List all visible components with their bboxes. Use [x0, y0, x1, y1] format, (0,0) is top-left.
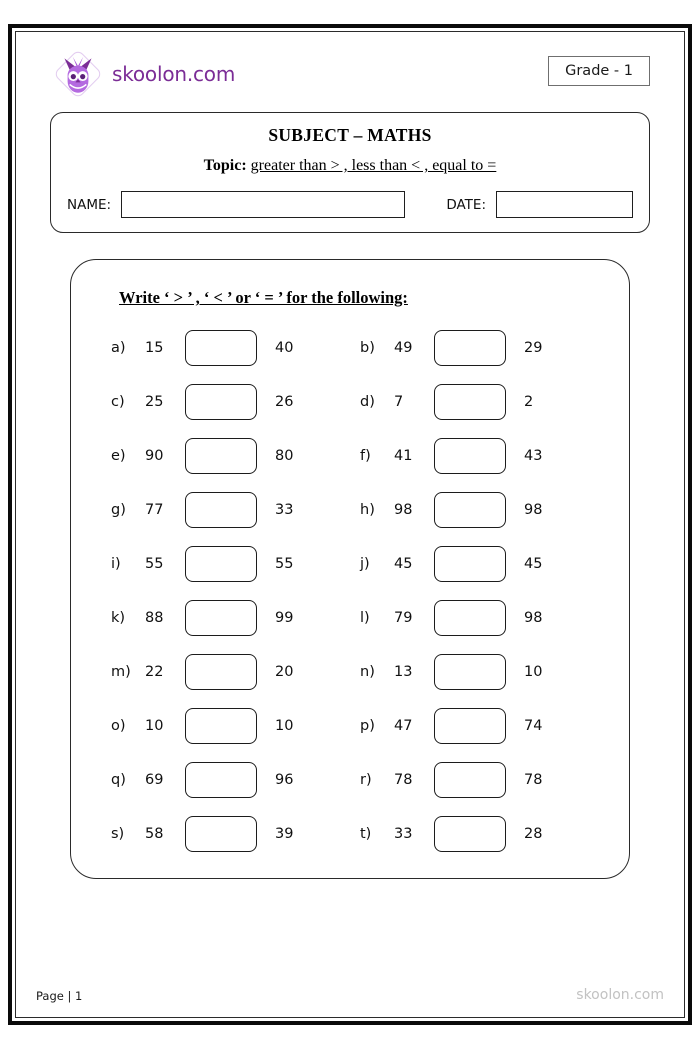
answer-box[interactable] — [185, 762, 257, 798]
topic-line — [65, 157, 635, 175]
answer-box[interactable] — [185, 330, 257, 366]
page-footer — [36, 987, 664, 1003]
name-label: NAME: — [67, 196, 112, 213]
question-item — [111, 546, 360, 582]
question-left-number: 69 — [145, 772, 164, 788]
question-label: e) — [111, 448, 126, 464]
answer-box[interactable] — [434, 600, 506, 636]
grade-badge: Grade - 1 — [548, 56, 650, 86]
question-label: a) — [111, 340, 126, 356]
answer-box[interactable] — [185, 384, 257, 420]
brand-header — [36, 46, 664, 108]
question-left-number: 78 — [394, 772, 413, 788]
footer-brand: skoolon.com — [576, 987, 664, 1003]
question-left-number: 47 — [394, 718, 413, 734]
question-right-number: 39 — [275, 826, 294, 842]
question-item — [360, 816, 609, 852]
instruction-text: Write ‘ > ’ , ‘ < ’ or ‘ = ’ for the following: — [119, 288, 408, 307]
date-label: DATE: — [446, 196, 486, 213]
question-left-number: 98 — [394, 502, 413, 518]
question-right-number: 10 — [524, 664, 543, 680]
question-label: o) — [111, 718, 126, 734]
answer-box[interactable] — [185, 708, 257, 744]
question-item — [111, 654, 360, 690]
question-item — [111, 384, 360, 420]
question-right-number: 55 — [275, 556, 294, 572]
question-right-number: 26 — [275, 394, 294, 410]
question-right-number: 20 — [275, 664, 294, 680]
question-label: l) — [360, 610, 370, 626]
answer-box[interactable] — [185, 654, 257, 690]
answer-box[interactable] — [434, 816, 506, 852]
question-item — [360, 330, 609, 366]
question-left-number: 33 — [394, 826, 413, 842]
question-label: p) — [360, 718, 375, 734]
question-item — [360, 762, 609, 798]
question-right-number: 29 — [524, 340, 543, 356]
question-right-number: 33 — [275, 502, 294, 518]
answer-box[interactable] — [434, 438, 506, 474]
answer-box[interactable] — [185, 600, 257, 636]
question-label: s) — [111, 826, 125, 842]
question-left-number: 79 — [394, 610, 413, 626]
answer-box[interactable] — [185, 546, 257, 582]
questions-grid — [91, 330, 609, 852]
question-right-number: 96 — [275, 772, 294, 788]
question-left-number: 55 — [145, 556, 164, 572]
question-label: m) — [111, 664, 131, 680]
answer-box[interactable] — [434, 492, 506, 528]
question-label: g) — [111, 502, 126, 518]
question-item — [111, 492, 360, 528]
question-right-number: 28 — [524, 826, 543, 842]
name-date-row — [65, 191, 635, 218]
question-label: q) — [111, 772, 126, 788]
topic-label: Topic: — [203, 157, 247, 174]
question-left-number: 88 — [145, 610, 164, 626]
page-number: Page | 1 — [36, 989, 83, 1003]
question-item — [111, 600, 360, 636]
answer-box[interactable] — [434, 384, 506, 420]
subject-info-card — [50, 112, 650, 233]
name-input[interactable] — [121, 191, 405, 218]
owl-logo-icon — [52, 48, 104, 100]
answer-box[interactable] — [434, 762, 506, 798]
question-label: r) — [360, 772, 372, 788]
question-left-number: 58 — [145, 826, 164, 842]
answer-box[interactable] — [434, 330, 506, 366]
question-item — [111, 438, 360, 474]
brand-lockup — [52, 48, 235, 100]
page-border — [8, 24, 692, 1025]
subject-title: SUBJECT – MATHS — [268, 125, 432, 145]
brand-name: skoolon.com — [112, 62, 236, 86]
question-left-number: 77 — [145, 502, 164, 518]
answer-box[interactable] — [434, 708, 506, 744]
question-left-number: 25 — [145, 394, 164, 410]
question-label: b) — [360, 340, 375, 356]
question-label: d) — [360, 394, 375, 410]
question-right-number: 98 — [524, 610, 543, 626]
question-left-number: 15 — [145, 340, 164, 356]
answer-box[interactable] — [185, 438, 257, 474]
question-item — [360, 492, 609, 528]
question-right-number: 78 — [524, 772, 543, 788]
question-item — [360, 438, 609, 474]
question-right-number: 45 — [524, 556, 543, 572]
question-label: k) — [111, 610, 126, 626]
answer-box[interactable] — [434, 546, 506, 582]
question-left-number: 7 — [394, 394, 404, 410]
question-label: n) — [360, 664, 375, 680]
question-left-number: 90 — [145, 448, 164, 464]
question-label: j) — [360, 556, 370, 572]
question-left-number: 45 — [394, 556, 413, 572]
question-label: f) — [360, 448, 371, 464]
answer-box[interactable] — [185, 492, 257, 528]
question-right-number: 10 — [275, 718, 294, 734]
question-right-number: 74 — [524, 718, 543, 734]
question-left-number: 10 — [145, 718, 164, 734]
question-item — [360, 708, 609, 744]
question-label: h) — [360, 502, 375, 518]
question-item — [111, 762, 360, 798]
questions-panel — [70, 259, 630, 879]
question-item — [360, 654, 609, 690]
question-label: c) — [111, 394, 125, 410]
question-left-number: 41 — [394, 448, 413, 464]
topic-value: greater than > , less than < , equal to = — [250, 157, 497, 174]
date-input[interactable] — [496, 191, 633, 218]
question-right-number: 40 — [275, 340, 294, 356]
question-right-number: 80 — [275, 448, 294, 464]
question-right-number: 43 — [524, 448, 543, 464]
question-item — [111, 816, 360, 852]
question-left-number: 22 — [145, 664, 164, 680]
question-item — [111, 330, 360, 366]
question-item — [360, 384, 609, 420]
question-label: i) — [111, 556, 121, 572]
question-item — [360, 600, 609, 636]
question-label: t) — [360, 826, 372, 842]
question-item — [360, 546, 609, 582]
question-right-number: 98 — [524, 502, 543, 518]
worksheet-sheet — [16, 32, 684, 1017]
answer-box[interactable] — [434, 654, 506, 690]
question-right-number: 99 — [275, 610, 294, 626]
page-inner-border — [15, 31, 685, 1018]
question-left-number: 13 — [394, 664, 413, 680]
answer-box[interactable] — [185, 816, 257, 852]
question-left-number: 49 — [394, 340, 413, 356]
question-item — [111, 708, 360, 744]
question-right-number: 2 — [524, 394, 534, 410]
